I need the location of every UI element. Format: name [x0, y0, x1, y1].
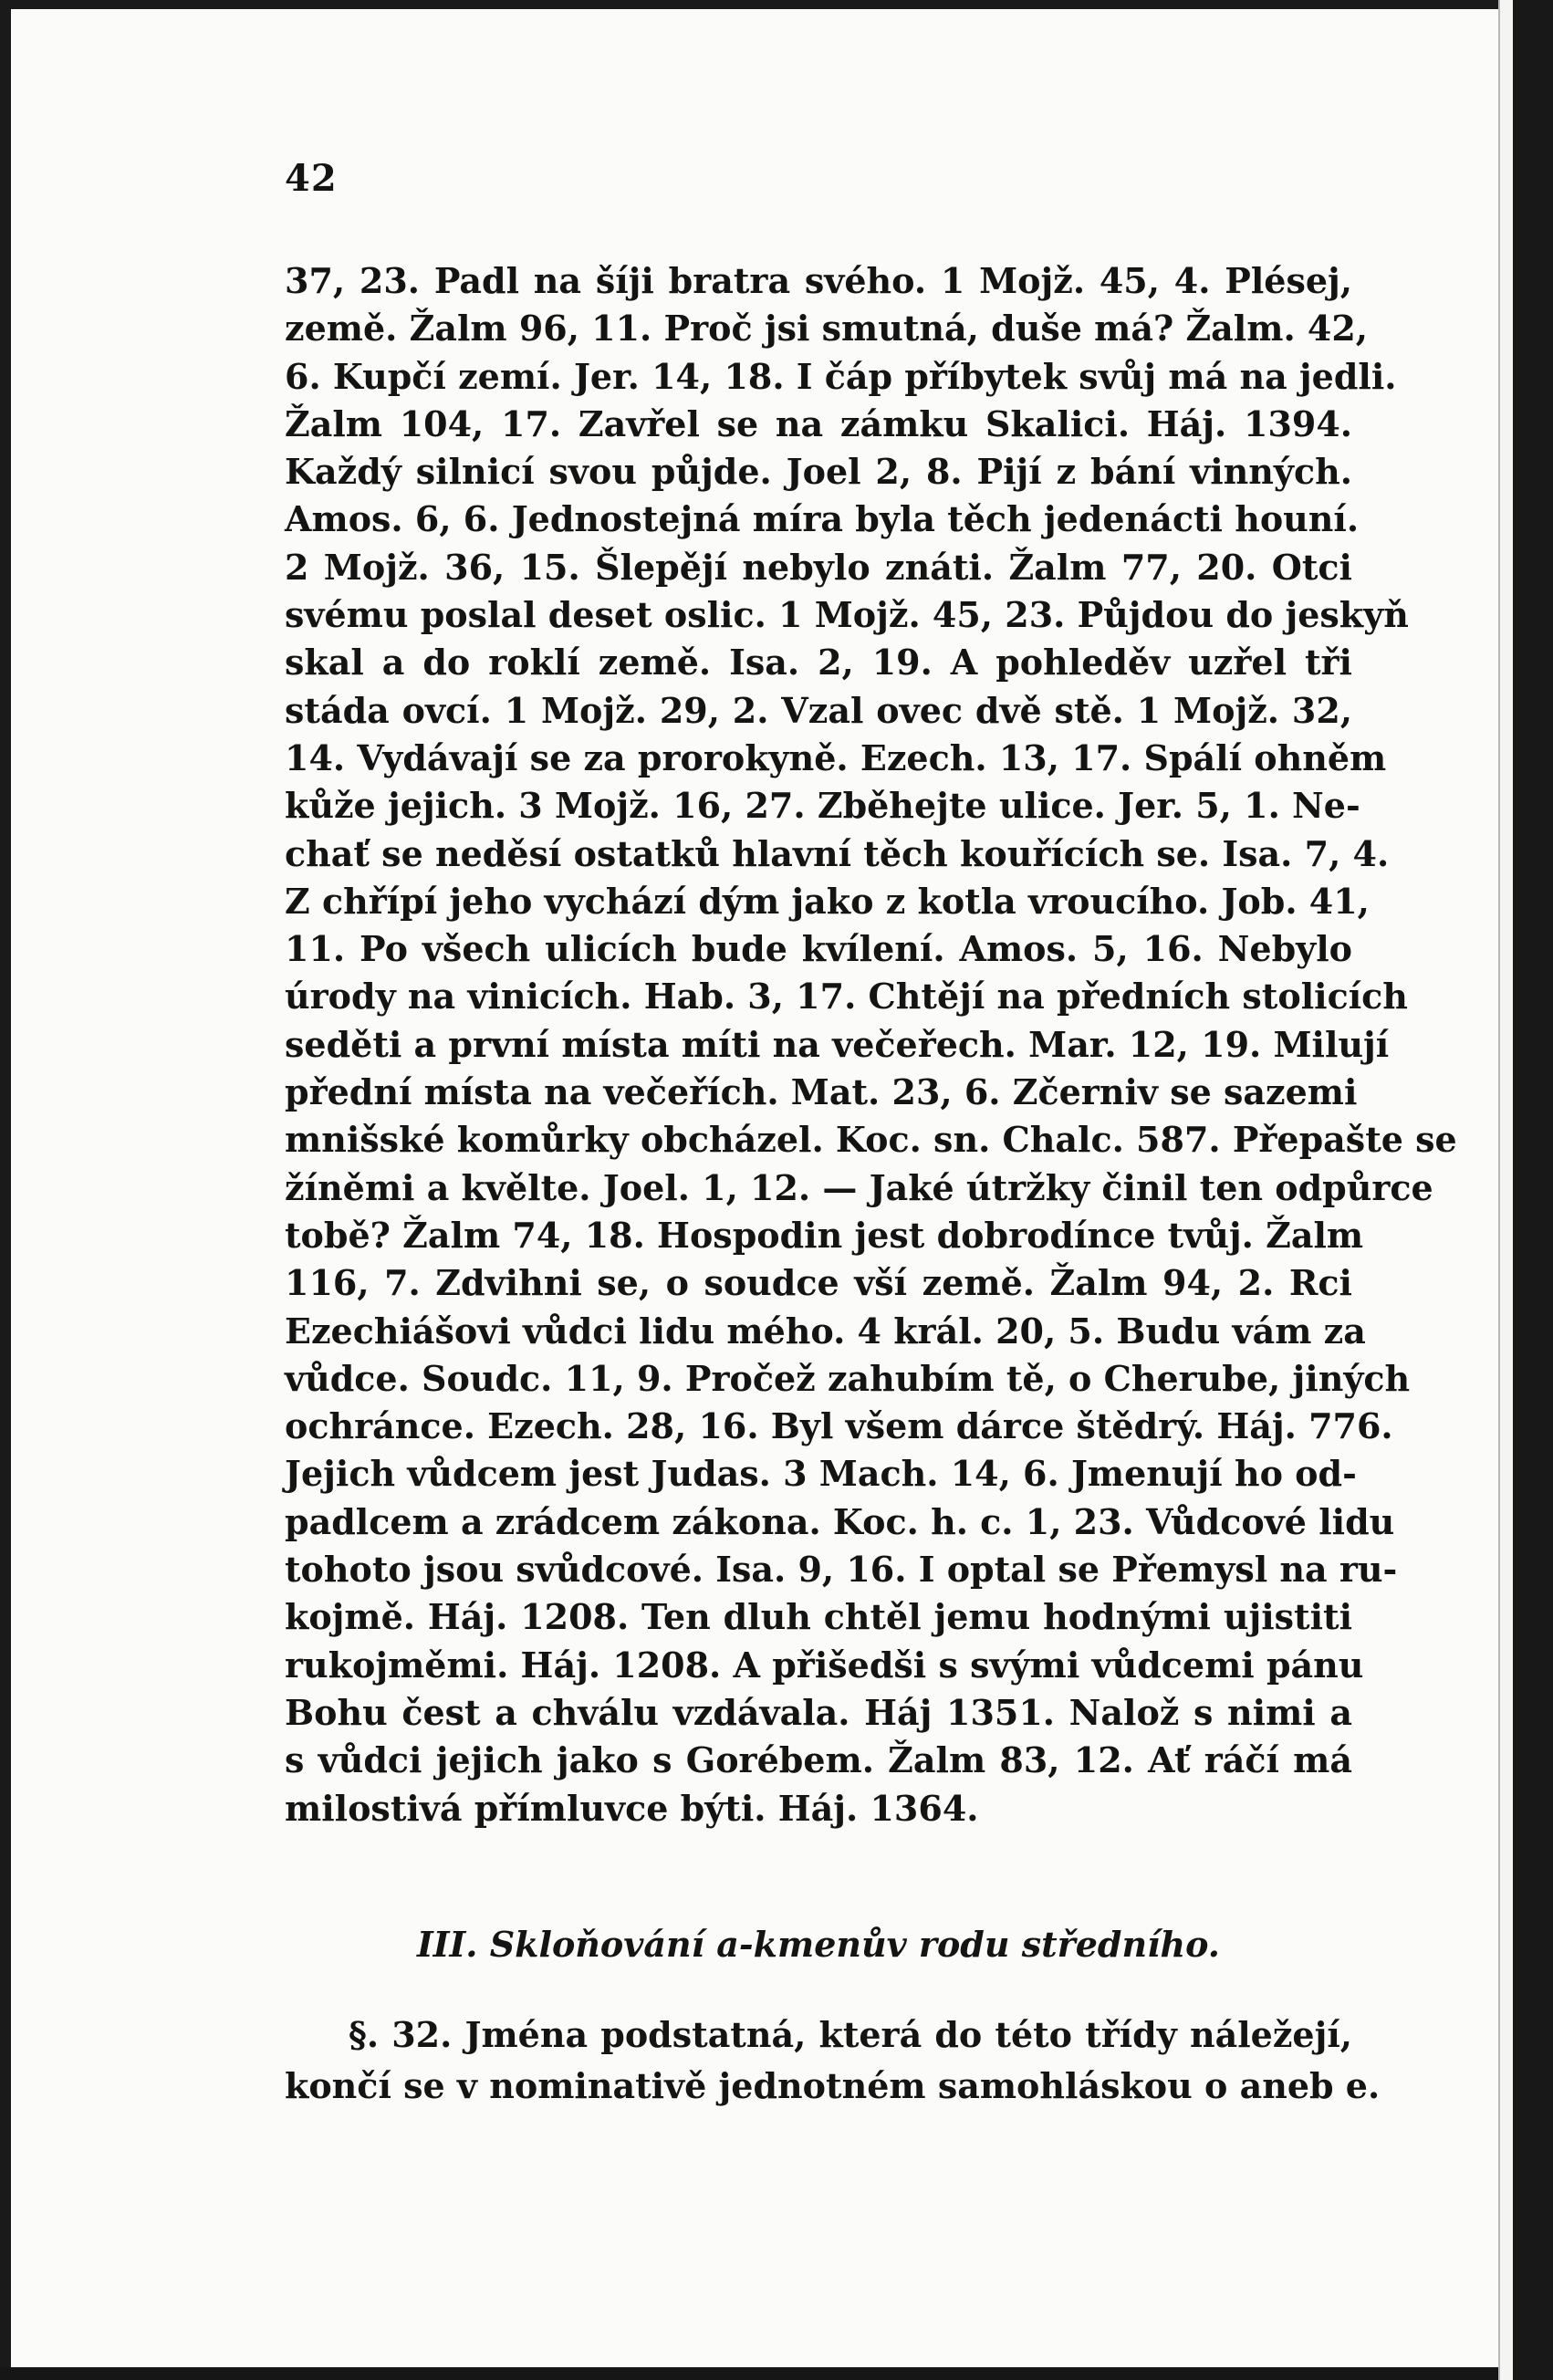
page-number: 42 [285, 157, 338, 200]
text-line: 11. Po všech ulicích bude kvílení. Amos. 5, 16. Nebylo [285, 928, 1352, 970]
text-line: ochránce. Ezech. 28, 16. Byl všem dárce štědrý. Háj. 776. [285, 1405, 1393, 1447]
text-line: úrody na vinicích. Hab. 3, 17. Chtějí na předních stolicích [285, 976, 1408, 1018]
text-line: skal a do roklí země. Isa. 2, 19. A pohleděv uzřel tři [285, 642, 1352, 684]
text-line: kůže jejich. 3 Mojž. 16, 27. Zběhejte ulice. Jer. 5, 1. Ne- [285, 785, 1360, 827]
text-line: svému poslal deset oslic. 1 Mojž. 45, 23. Půjdou do jeskyň [285, 594, 1409, 636]
scan-border-left [0, 0, 11, 2380]
text-line: 116, 7. Zdvihni se, o soudce vší země. Žalm 94, 2. Rci [285, 1262, 1352, 1304]
text-line: rukojměmi. Háj. 1208. A přišedši s svými vůdcemi pánu [285, 1644, 1364, 1686]
paragraph-line: §. 32. Jména podstatná, která do této třídy náležejí, [349, 2014, 1352, 2055]
text-line: Z chřípí jeho vychází dým jako z kotla vroucího. Job. 41, [285, 880, 1370, 922]
text-line: země. Žalm 96, 11. Proč jsi smutná, duše má? Žalm. 42, [285, 308, 1369, 350]
text-line: 14. Vydávají se za prorokyně. Ezech. 13, 17. Spálí ohněm [285, 736, 1387, 778]
text-line: Žalm 104, 17. Zavřel se na zámku Skalici. Háj. 1394. [285, 402, 1352, 444]
text-line: přední místa na večeřích. Mat. 23, 6. Zčerniv se sazemi [285, 1071, 1358, 1113]
text-line: Jejich vůdcem jest Judas. 3 Mach. 14, 6. Jmenují ho od- [285, 1453, 1357, 1495]
text-line: 37, 23. Padl na šíji bratra svého. 1 Mojž. 45, 4. Plésej, [285, 260, 1352, 301]
text-line: milostivá přímluvce býti. Háj. 1364. [285, 1787, 979, 1829]
scan-border-top [0, 0, 1553, 9]
text-line: tobě? Žalm 74, 18. Hospodin jest dobrodínce tvůj. Žalm [285, 1214, 1364, 1256]
text-line: 2 Mojž. 36, 15. Šlepějí nebylo znáti. Žalm 77, 20. Otci [285, 546, 1352, 588]
text-line: 6. Kupčí zemí. Jer. 14, 18. I čáp příbytek svůj má na jedli. [285, 355, 1397, 397]
section-paragraph [285, 2009, 1381, 2112]
scan-border-right [1513, 0, 1553, 2380]
scan-border-bottom [0, 2367, 1553, 2380]
text-line: vůdce. Soudc. 11, 9. Pročež zahubím tě, o Cherube, jiných [285, 1357, 1411, 1399]
text-line: mnišské komůrky obcházel. Koc. sn. Chalc. 587. Přepašte se [285, 1119, 1457, 1161]
text-line: chať se neděsí ostatků hlavní těch kouřících se. Isa. 7, 4. [285, 832, 1390, 874]
text-line: stáda ovcí. 1 Mojž. 29, 2. Vzal ovec dvě stě. 1 Mojž. 32, [285, 689, 1352, 731]
text-line: Amos. 6, 6. Jednostejná míra byla těch jedenácti houní. [285, 498, 1360, 540]
scan-margin-right [1498, 0, 1513, 2380]
text-line: Ezechiášovi vůdci lidu mého. 4 král. 20, 5. Budu vám za [285, 1310, 1366, 1352]
text-line: kojmě. Háj. 1208. Ten dluh chtěl jemu hodnými ujistiti [285, 1596, 1352, 1638]
text-line: Každý silnicí svou půjde. Joel 2, 8. Pijí z bání vinných. [285, 451, 1352, 493]
body-text [285, 257, 1457, 1832]
section-heading: III. Skloňování a-kmenův rodu středního. [416, 1924, 1221, 1965]
text-line: žíněmi a kvělte. Joel. 1, 12. — Jaké útržky činil ten odpůrce [285, 1166, 1433, 1208]
text-line: padlcem a zrádcem zákona. Koc. h. c. 1, 23. Vůdcové lidu [285, 1500, 1395, 1542]
text-line: seděti a první místa míti na večeřech. Mar. 12, 19. Milují [285, 1023, 1390, 1065]
text-line: tohoto jsou svůdcové. Isa. 9, 16. I optal se Přemysl na ru- [285, 1549, 1398, 1591]
text-line: s vůdci jejich jako s Gorébem. Žalm 83, 12. Ať ráčí má [285, 1739, 1352, 1781]
paragraph-line: končí se v nominativě jednotném samohláskou o aneb e. [285, 2065, 1381, 2106]
text-line: Bohu čest a chválu vzdávala. Háj 1351. Nalož s nimi a [285, 1691, 1352, 1733]
